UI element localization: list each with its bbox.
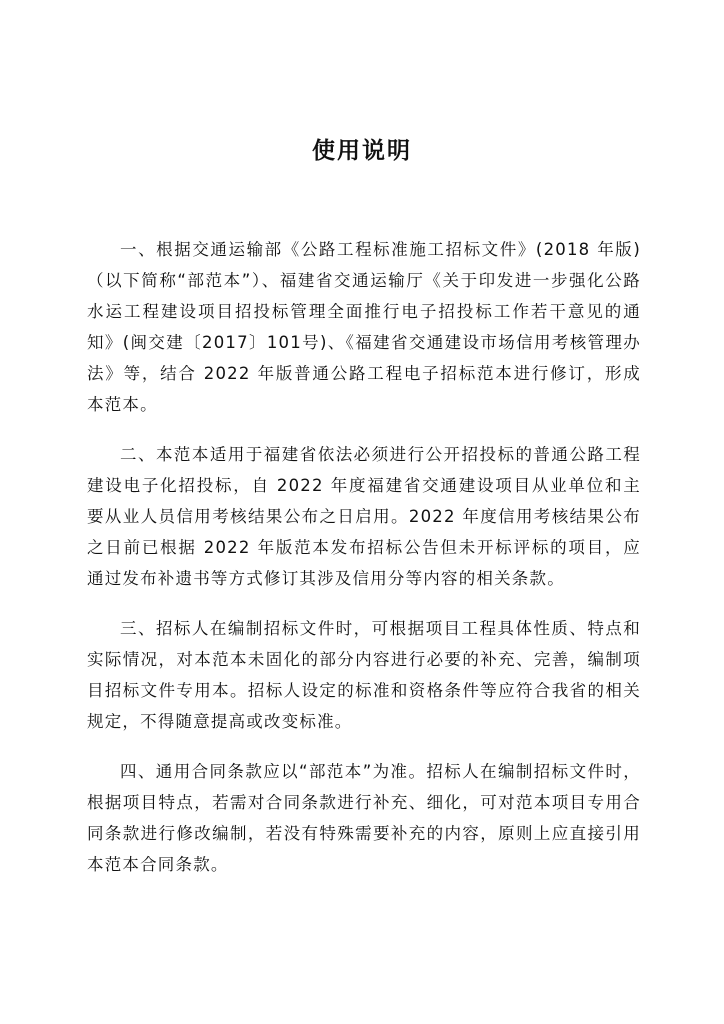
paragraph-2: 二、本范本适用于福建省依法必须进行公开招投标的普通公路工程建设电子化招投标，自 2022 年度福建省交通建设项目从业单位和主要从业人员信用考核结果公布之日启用。2022 年度信用考核结果公布之日前已根据 2022 年版范本发布招标公告但未开标评标的项目，应通过发布补遗书等方式修订其涉及信用分等内容的相关条款。 (87, 445, 641, 588)
page-title: 使用说明 (312, 138, 412, 164)
paragraph-4: 四、通用合同条款应以“部范本”为准。招标人在编制招标文件时，根据项目特点，若需对合同条款进行补充、细化，可对范本项目专用合同条款进行修改编制，若没有特殊需要补充的内容，原则上应直接引用本范本合同条款。 (87, 762, 641, 874)
paragraph-1: 一、根据交通运输部《公路工程标准施工招标文件》(2018 年版)（以下简称“部范本”）、福建省交通运输厅《关于印发进一步强化公路水运工程建设项目招投标管理全面推行电子招投标工作若干意见的通知》(闽交建〔2017〕101号)、《福建省交通建设市场信用考核管理办法》等，结合 2022 年版普通公路工程电子招标范本进行修订，形成本范本。 (87, 240, 641, 414)
document-body (87, 234, 641, 899)
paragraph-3: 三、招标人在编制招标文件时，可根据项目工程具体性质、特点和实际情况，对本范本未固化的部分内容进行必要的补充、完善，编制项目招标文件专用本。招标人设定的标准和资格条件等应符合我省的相关规定，不得随意提高或改变标准。 (87, 619, 641, 731)
